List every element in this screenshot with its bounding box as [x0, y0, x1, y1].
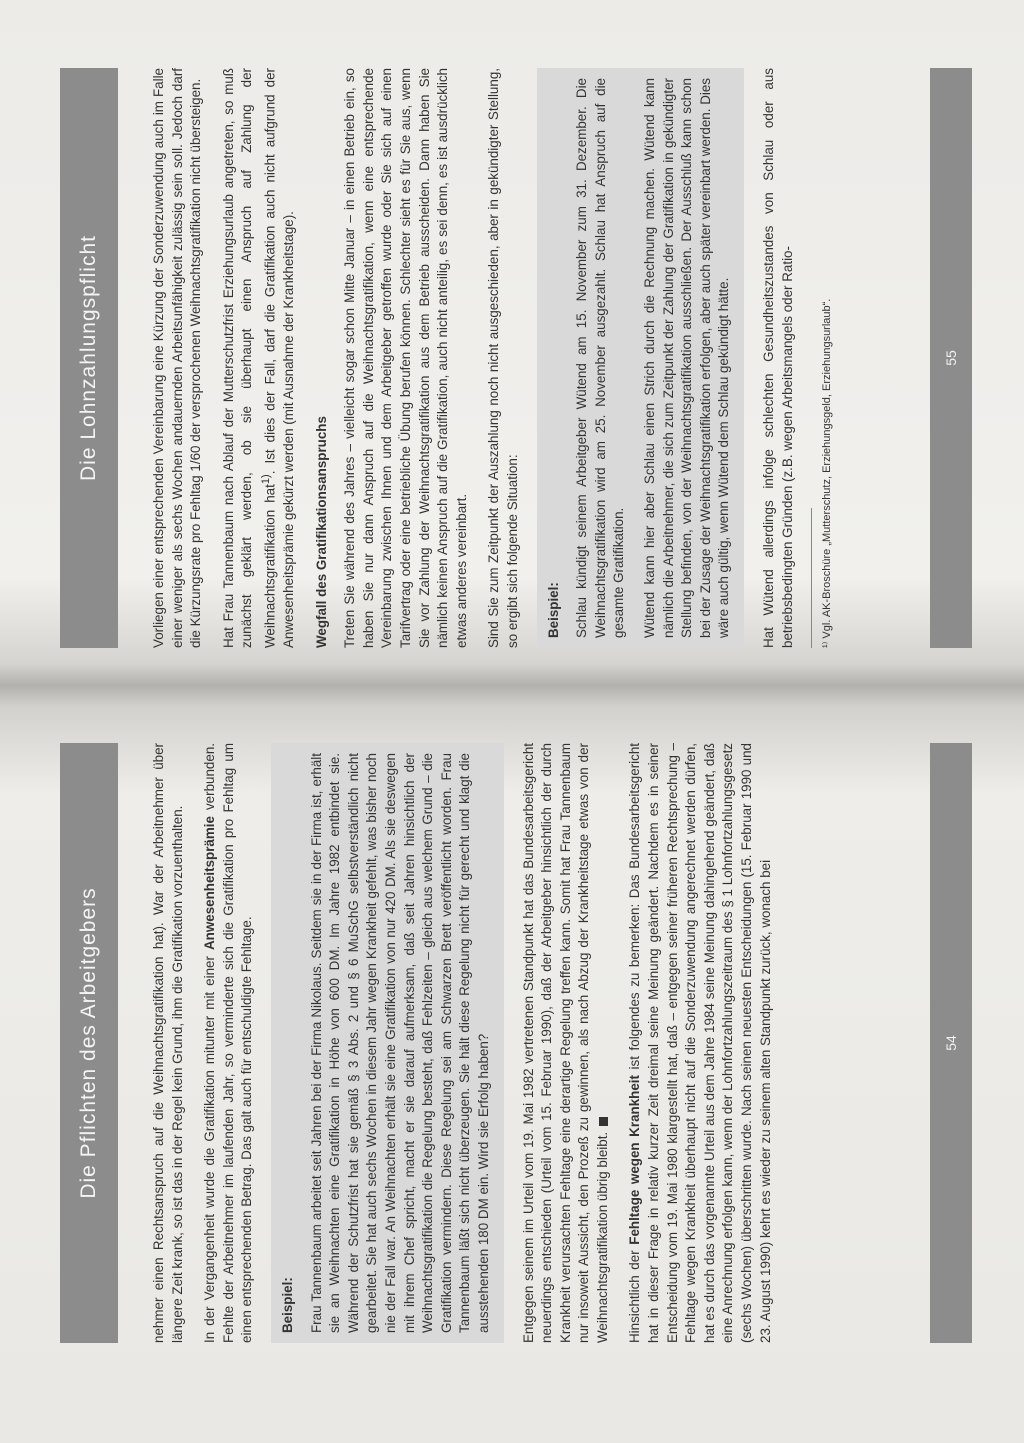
section-heading: Wegfall des Gratifikationsanspruchs [313, 416, 329, 648]
paragraph: Sind Sie zum Zeitpunkt der Auszahlung noch nicht ausgeschieden, aber in gekündigter Stellung, so ergibt sich folgende Situation: [486, 68, 520, 648]
paragraph: Treten Sie während des Jahres – vielleicht sogar schon Mitte Januar – in einen Betrieb ein, so haben Sie nur dann Anspruch auf die Weihnachtsgratifikation, wenn eine entsprechende Vereinbarung zwischen Ihnen und dem Arbeitgeber getroffen wurde oder Sie sich auf einen Tarifvertrag oder eine betriebliche Übung berufen können. Schlechter sieht es für Sie aus, wenn Sie vor Zahlung der Weihnachtsgratifikation aus dem Betrieb ausscheiden. Dann haben Sie nämlich keinen Anspruch auf die Gratifikation, auch nicht anteilig, es sei denn, es ist ausdrücklich etwas anderes vereinbart. [342, 68, 469, 648]
page-54 [0, 723, 1024, 1443]
running-header-left: Die Pflichten des Arbeitgebers [60, 743, 118, 1343]
paragraph [201, 743, 257, 1343]
page-55 [0, 0, 1024, 683]
page-number-right: 55 [930, 68, 972, 648]
example-title: Beispiel: [545, 582, 561, 638]
paragraph: nehmer einen Rechtsanspruch auf die Weihnachtsgratifikation hat). War der Arbeitnehmer über längere Zeit krank, so ist das in der Regel kein Grund, ihm die Gratifikation vorzuenthalten. [151, 743, 185, 1343]
text-run: verbunden. Fehlte der Arbeitnehmer im laufenden Jahr, so verminderte sich die Gratifikation pro Fehltag um einen entsprechenden Betrag. Das galt auch für entschuldigte Fehltage. [202, 743, 255, 1343]
example-text: Schlau kündigt seinem Arbeitgeber Wütend am 15. November zum 31. Dezember. Die Weihnachtsgratifikation wird am 25. November ausgezahlt. Schlau hat Anspruch auf die gesamte Gratifikation. [574, 78, 627, 638]
text-run: . Ist dies der Fall, darf die Gratifikation auch nicht aufgrund der Anwesenheitsprämie gekürzt werden (mit Ausnahme der Krankheitstage). [262, 68, 297, 648]
bold-term: Fehltage wegen Krankheit [627, 1075, 643, 1245]
example-text: Frau Tannenbaum arbeitet seit Jahren bei der Firma Nikolaus. Seitdem sie in der Firma ist, erhält sie an Weihnachten eine Gratifikation in Höhe von 600 DM. Im Jahre 1982 entbindet sie. Während der Schutzfrist hat sie gemäß § 3 Abs. 2 und § 6 MuSchG selbstverständlich nicht gearbeitet. Sie hat auch sechs Wochen in diesem Jahr wegen Krankheit gefehlt, was bisher noch nie der Fall war. An Weihnachten erhält sie eine Gratifikation von nur 420 DM. Als sie deswegen mit ihrem Chef spricht, macht er sie darauf aufmerksam, daß seit Jahren hinsichtlich der Weihnachtsgratifikation die Regelung besteht, daß Fehlzeiten – gleich aus welchem Grund – die Gratifikation vermindern. Diese Regelung sei am Schwarzen Brett veröffentlicht worden. Frau Tannenbaum läßt sich nicht überzeugen. Sie hält diese Regelung nicht für gerecht und klagt die ausstehenden 180 DM ein. Wird sie Erfolg haben? [308, 753, 491, 1333]
footnote: ¹⁾ Vgl. AK-Broschüre „Mutterschutz, Erziehungsgeld, Erziehungsurlaub“. [821, 298, 834, 648]
text-run: Hat Frau Tannenbaum nach Ablauf der Mutterschutzfrist Erziehungsurlaub angetreten, so muß zunächst geklärt werden, ob sie überhaupt einen Anspruch auf Zahlung der Weihnachtsgratifikation hat [220, 68, 278, 648]
text-run: In der Vergangenheit wurde die Gratifikation mitunter mit einer [202, 950, 218, 1343]
paragraph [626, 743, 775, 1343]
paragraph [520, 743, 613, 1343]
paragraph: Hat Wütend allerdings infolge schlechten Gesundheitszustandes von Schlau oder aus betriebsbedingten Gründen (z.B. wegen Arbeitsmangels oder Ratio- [760, 68, 795, 648]
example-box [271, 743, 504, 1343]
example-title: Beispiel: [279, 1277, 295, 1333]
bold-term: Anwesenheitsprämie [202, 816, 218, 950]
page-54-body [150, 743, 789, 1343]
text-run: ist folgendes zu bemerken: Das Bundesarbeitsgericht hat in dieser Frage in relativ kurzer Zeit dreimal seine Meinung geändert. Nachdem es in seiner Entscheidung vom 19. Mai 1980 klargestellt hat, daß – entgegen seiner früheren Rechtsprechung – Fehltage wegen Krankheit überhaupt nicht auf die Sonderzuwendung angerechnet werden dürfen, hat es durch das vorgenannte Urteil aus dem Jahre 1984 seine Meinung dahingehend geändert, daß eine Anrechnung erfolgen kann, wenn der Lohnfortzahlungszeitraum des § 1 Lohnfortzahlungsgesetz (sechs Wochen) überschritten wurde. Nach seinen neuesten Entscheidungen (15. Februar 1990 und 23. August 1990) kehrt es wieder zu seinem alten Standpunkt zurück, wonach bei [627, 742, 773, 1343]
paragraph: Vorliegen einer entsprechenden Vereinbarung eine Kürzung der Sonderzuwendung auch im Falle einer weniger als sechs Wochen andauernden Arbeitsunfähigkeit zulässig sein soll. Jedoch darf die Kürzungsrate pro Fehltag 1/60 der versprochenen Weihnachtsgratifikation nicht übersteigen. [151, 68, 204, 648]
footnote-rule [811, 508, 812, 648]
text-run: Hinsichtlich der [627, 1244, 643, 1343]
page-number-left: 54 [930, 743, 972, 1343]
end-square-icon [599, 1117, 608, 1126]
page-55-body [150, 68, 837, 648]
example-box [537, 68, 744, 648]
running-header-right: Die Lohnzahlungspflicht [60, 68, 118, 648]
footnote-ref: 1) [259, 474, 272, 485]
example-text: Wütend kann hier aber Schlau einen Strich durch die Rechnung machen. Wütend kann nämlich die Arbeitnehmer, die sich zum Zeitpunkt der Zahlung der Gratifikation in gekündigter Stellung befinden, von der Weihnachtsgratifikation ausschließen. Der Ausschluß kann schon bei der Zusage der Weihnachtsgratifikation erfolgen, aber auch später vereinbart werden. Dies wäre auch gültig, wenn Wütend dem Schlau gekündigt hätte. [641, 78, 732, 638]
text-run: Entgegen seinem im Urteil vom 19. Mai 1982 vertretenen Standpunkt hat das Bundesarbeitsgericht neuerdings entschieden (Urteil vom 15. Februar 1990), daß der Arbeitgeber hinsichtlich der durch Krankheit verursachten Fehltage eine derartige Regelung treffen kann. Somit hat Frau Tannenbaum nur insoweit Aussicht, den Prozeß zu gewinnen, als nach Abzug der Krankheitstage etwas von der Weihnachtsgratifikation übrig bleibt. [520, 743, 610, 1343]
paragraph [220, 68, 299, 648]
